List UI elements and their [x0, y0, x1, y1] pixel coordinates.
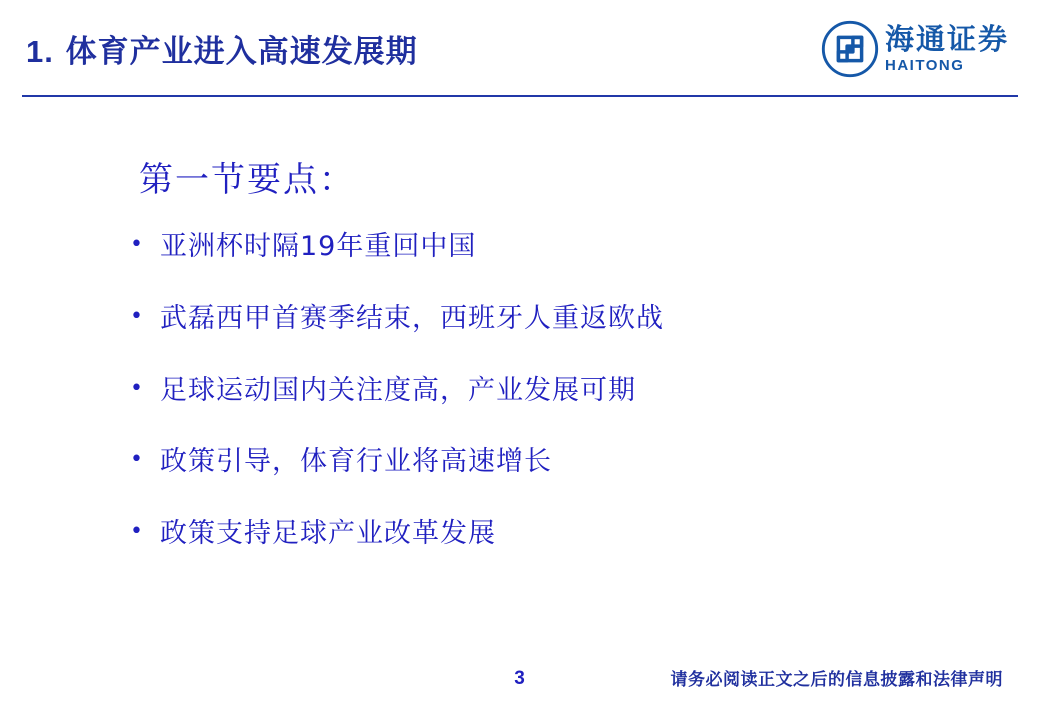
list-item-label: 亚洲杯时隔19年重回中国	[160, 231, 477, 262]
bullet-dot-icon: •	[130, 232, 144, 257]
section-heading: 第一节要点：	[139, 160, 355, 200]
page-title-number: 1.	[26, 34, 54, 69]
company-logo	[821, 18, 1017, 80]
logo-name-en: HAITONG	[885, 57, 965, 74]
slide-footer	[0, 662, 1039, 718]
slide-header	[0, 0, 1039, 100]
list-item-label: 足球运动国内关注度高，产业发展可期	[160, 374, 636, 406]
list-item	[130, 374, 990, 408]
list-item-label: 政策支持足球产业改革发展	[160, 518, 496, 549]
bullet-dot-icon: •	[130, 447, 144, 473]
disclaimer-text: 请务必阅读正文之后的信息披露和法律声明	[670, 670, 1003, 690]
bullet-dot-icon: •	[130, 519, 144, 544]
bullet-dot-icon: •	[130, 375, 144, 401]
page-title	[26, 26, 418, 71]
header-divider	[22, 95, 1018, 97]
list-item	[130, 517, 990, 551]
list-item	[130, 230, 990, 264]
haitong-knot-logo-icon	[821, 20, 879, 78]
bullet-dot-icon: •	[130, 303, 144, 329]
page-title-text: 体育产业进入高速发展期	[65, 34, 418, 70]
list-item-label: 武磊西甲首赛季结束，西班牙人重返欧战	[160, 302, 664, 334]
logo-name-cn: 海通证券	[885, 22, 1010, 56]
page-number: 3	[514, 668, 525, 689]
list-item-label: 政策引导，体育行业将高速增长	[160, 446, 552, 478]
list-item	[130, 445, 990, 479]
list-item	[130, 302, 990, 336]
bullet-list	[130, 230, 990, 589]
logo-wordmark	[885, 22, 1010, 74]
